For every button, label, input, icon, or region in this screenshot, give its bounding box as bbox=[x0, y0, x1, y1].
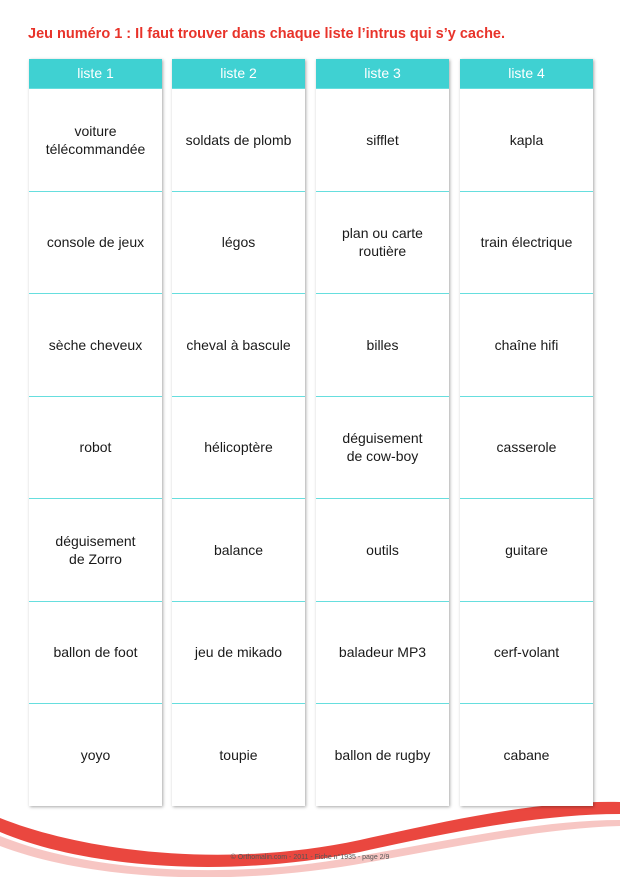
list-item: jeu de mikado bbox=[172, 601, 305, 704]
list-item: déguisement de Zorro bbox=[29, 498, 162, 601]
list-item: ballon de rugby bbox=[316, 703, 449, 806]
list-item: plan ou carte routière bbox=[316, 191, 449, 294]
list-item: hélicoptère bbox=[172, 396, 305, 499]
list-item: toupie bbox=[172, 703, 305, 806]
list-item: cheval à bascule bbox=[172, 293, 305, 396]
list-item: voiture télécommandée bbox=[29, 88, 162, 191]
list-item: train électrique bbox=[460, 191, 593, 294]
list-item: sèche cheveux bbox=[29, 293, 162, 396]
list-item: ballon de foot bbox=[29, 601, 162, 704]
page-title: Jeu numéro 1 : Il faut trouver dans chaque liste l’intrus qui s’y cache. bbox=[28, 26, 506, 42]
page-footer: © Orthomalin.com - 2011 - Fiche n°1935 - page 2/9 bbox=[230, 854, 390, 861]
list-column-2 bbox=[172, 59, 305, 806]
list-column-4 bbox=[460, 59, 593, 806]
list-column-1 bbox=[29, 59, 162, 806]
list-item: robot bbox=[29, 396, 162, 499]
list-header: liste 1 bbox=[29, 59, 162, 88]
list-header: liste 4 bbox=[460, 59, 593, 88]
list-item: déguisement de cow-boy bbox=[316, 396, 449, 499]
list-item: baladeur MP3 bbox=[316, 601, 449, 704]
list-item: sifflet bbox=[316, 88, 449, 191]
list-item: console de jeux bbox=[29, 191, 162, 294]
list-item: cabane bbox=[460, 703, 593, 806]
list-item: casserole bbox=[460, 396, 593, 499]
list-item: billes bbox=[316, 293, 449, 396]
list-header: liste 3 bbox=[316, 59, 449, 88]
list-column-3 bbox=[316, 59, 449, 806]
list-item: soldats de plomb bbox=[172, 88, 305, 191]
list-item: balance bbox=[172, 498, 305, 601]
list-item: guitare bbox=[460, 498, 593, 601]
list-item: kapla bbox=[460, 88, 593, 191]
list-item: cerf-volant bbox=[460, 601, 593, 704]
list-item: outils bbox=[316, 498, 449, 601]
list-item: légos bbox=[172, 191, 305, 294]
list-header: liste 2 bbox=[172, 59, 305, 88]
list-item: chaîne hifi bbox=[460, 293, 593, 396]
list-item: yoyo bbox=[29, 703, 162, 806]
